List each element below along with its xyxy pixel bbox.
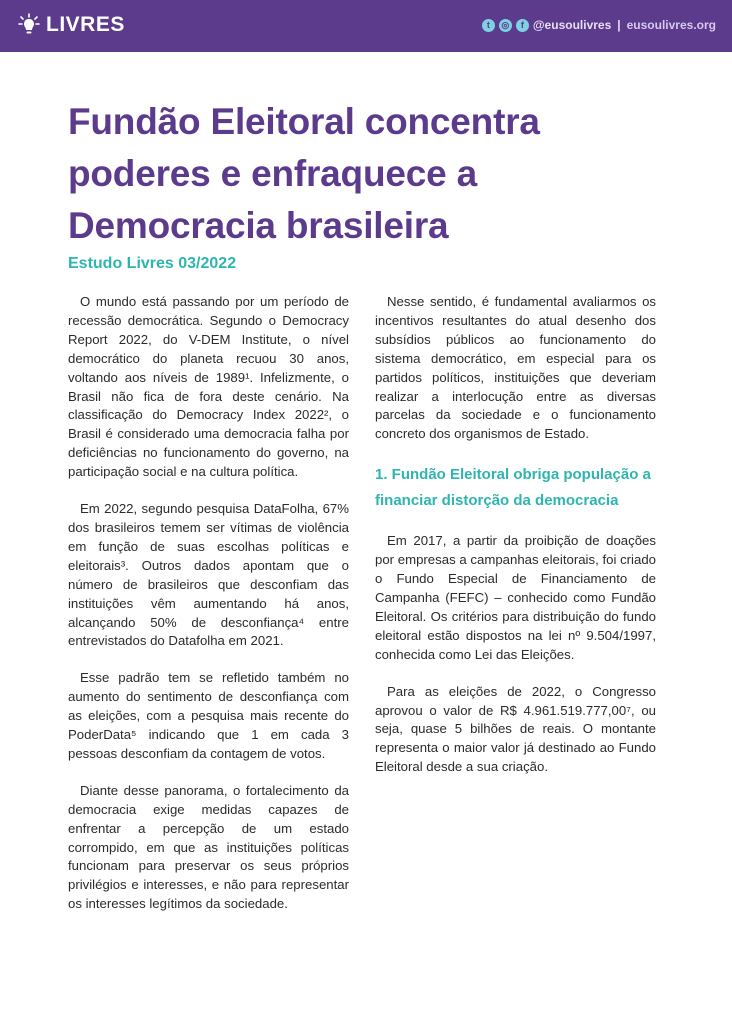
article-title: Fundão Eleitoral concentra poderes e enfraquece a Democracia brasileira [68, 101, 540, 246]
facebook-icon[interactable]: f [516, 19, 529, 32]
website-link[interactable]: eusoulivres.org [626, 18, 716, 32]
left-column [68, 293, 349, 932]
paragraph: O mundo está passando por um período de recessão democrática. Segundo o Democracy Report 2022, do V-DEM Institute, o nível democrático do planeta recuou 30 anos, voltando aos níveis de 1989¹. Infelizmente, o Brasil não fica de fora deste cenário. Na classificação do Democracy Index 2022², o Brasil é considerado uma democracia falha por deficiências no funcionamento do governo, na participação social e na cultura política. [68, 294, 349, 480]
header-bar [0, 0, 732, 52]
paragraph: Nesse sentido, é fundamental avaliarmos os incentivos resultantes do atual desenho dos subsídios públicos ao funcionamento do sistema democrático, em especial para os partidos políticos, instituições que deveriam realizar a interlocução entre as diversas parcelas da sociedade e o funcionamento concreto dos organismos de Estado. [375, 294, 656, 442]
instagram-icon[interactable]: ◎ [499, 19, 512, 32]
social-handle[interactable]: @eusoulivres [532, 18, 612, 32]
paragraph: Para as eleições de 2022, o Congresso aprovou o valor de R$ 4.961.519.777,00⁷, ou seja, quase 5 bilhões de reais. O montante representa o maior valor já destinado ao Fundo Eleitoral desde a sua criação. [375, 683, 656, 775]
paragraph: Em 2022, segundo pesquisa DataFolha, 67% dos brasileiros temem ser vítimas de violência em função de suas escolhas políticas e eleitorais³. Outros dados apontam que o número de brasileiros que desconfiam das instituições vêm aumentando há anos, alcançando 50% de desconfiança⁴ entre entrevistados do Datafolha em 2021. [68, 501, 349, 649]
twitter-icon[interactable]: t [482, 19, 495, 32]
section-heading: 1. Fundão Eleitoral obriga população a financiar distorção da democracia [375, 466, 651, 510]
paragraph: Em 2017, a partir da proibição de doações por empresas a campanhas eleitorais, foi criado o Fundo Especial de Financiamento de Campanha (FEFC) – conhecido como Fundão Eleitoral. Os critérios para distribuição do fundo eleitoral estão dispostos na lei nº 9.504/1997, conhecida como Lei das Eleições. [375, 533, 656, 662]
article-subtitle: Estudo Livres 03/2022 [68, 255, 237, 272]
brand-logo[interactable] [18, 12, 125, 38]
lightbulb-icon [18, 13, 40, 37]
brand-name: LIVRES [46, 13, 125, 36]
paragraph: Esse padrão tem se refletido também no aumento do sentimento de desconfiança com as eleições, com a pesquisa mais recente do PoderData⁵ indicando que 1 em cada 3 pessoas desconfiam da contagem de votos. [68, 670, 349, 761]
social-links [482, 16, 716, 34]
right-column [375, 293, 656, 795]
header-separator: | [617, 18, 621, 32]
paragraph: Diante desse panorama, o fortalecimento da democracia exige medidas capazes de enfrentar a percepção de um estado corrompido, em que as instituições políticas funcionam para preservar os seus próprios privilégios e interesses, e não para representar os interesses legítimos da sociedade. [68, 782, 349, 912]
